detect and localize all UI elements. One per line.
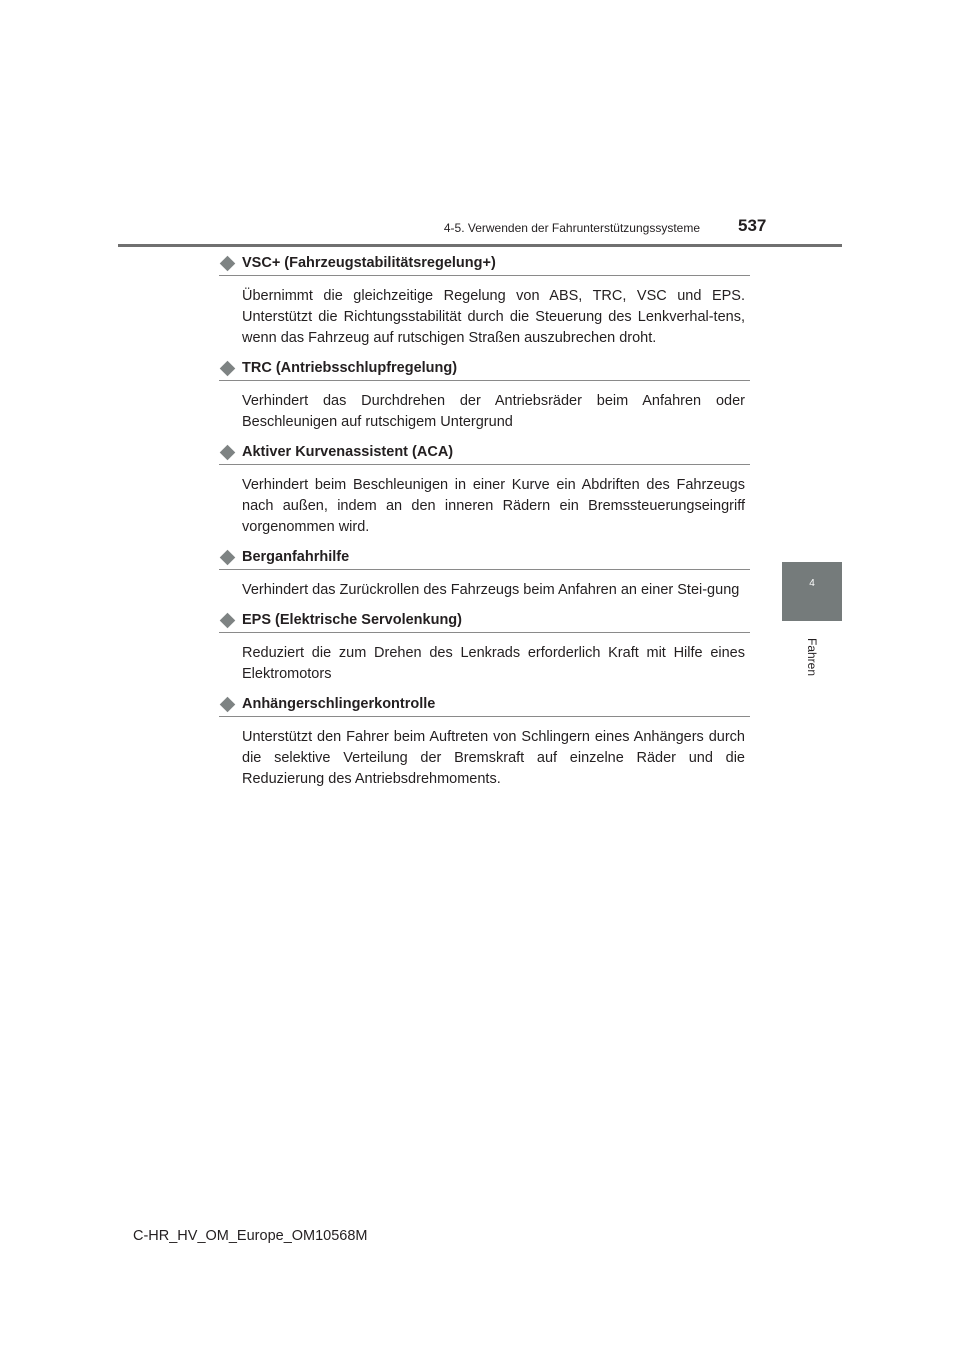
document-id: C-HR_HV_OM_Europe_OM10568M (133, 1228, 368, 1244)
feature-heading-text: VSC+ (Fahrzeugstabilitätsregelung+) (242, 255, 496, 271)
feature-item (219, 253, 750, 349)
feature-heading-text: TRC (Antriebsschlupfregelung) (242, 360, 458, 376)
feature-heading (219, 547, 750, 570)
feature-list (219, 253, 750, 790)
diamond-bullet-icon (220, 612, 236, 628)
feature-heading-text: Berganfahrhilfe (242, 549, 350, 565)
feature-heading (219, 442, 750, 465)
feature-description: Unterstützt den Fahrer beim Auftreten von Schlingern eines Anhängers durch die selektive Verteilung der Bremskraft auf einzelne Räder und die Reduzierung des Antriebsdrehmoments. (242, 729, 745, 787)
diamond-bullet-icon (220, 696, 236, 712)
feature-item (219, 547, 750, 601)
chapter-title: Fahren (805, 637, 819, 677)
feature-item (219, 694, 750, 790)
feature-heading (219, 358, 750, 381)
chapter-tab[interactable] (782, 562, 842, 621)
diamond-bullet-icon (220, 549, 236, 565)
feature-item (219, 610, 750, 685)
page-number: 537 (738, 216, 767, 235)
feature-description: Verhindert das Durchdrehen der Antriebsräder beim Anfahren oder Beschleunigen auf rutschigem Untergrund (242, 393, 745, 430)
feature-heading-text: Aktiver Kurvenassistent (ACA) (242, 444, 454, 460)
feature-heading (219, 694, 750, 717)
feature-heading (219, 610, 750, 633)
feature-heading (219, 253, 750, 276)
chapter-number: 4 (809, 578, 815, 589)
feature-item (219, 358, 750, 433)
feature-heading-text: Anhängerschlingerkontrolle (242, 696, 436, 712)
header-divider (118, 244, 842, 247)
diamond-bullet-icon (220, 360, 236, 376)
feature-description: Verhindert das Zurückrollen des Fahrzeugs beim Anfahren an einer Stei-gung (242, 582, 740, 598)
feature-heading-text: EPS (Elektrische Servolenkung) (242, 612, 462, 628)
feature-description: Übernimmt die gleichzeitige Regelung von ABS, TRC, VSC und EPS. Unterstützt die Richtungsstabilität durch die Steuerung des Lenkverhal-tens, wenn das Fahrzeug auf rutschigen Straßen auszubrechen droht. (242, 288, 745, 346)
feature-description: Verhindert beim Beschleunigen in einer Kurve ein Abdriften des Fahrzeugs nach außen, indem an den inneren Rädern ein Bremssteuerungseingriff vorgenommen wird. (242, 477, 745, 535)
diamond-bullet-icon (220, 444, 236, 460)
feature-description: Reduziert die zum Drehen des Lenkrads erforderlich Kraft mit Hilfe eines Elektromotors (242, 645, 745, 682)
feature-item (219, 442, 750, 538)
section-title: 4-5. Verwenden der Fahrunterstützungssysteme (443, 221, 700, 235)
diamond-bullet-icon (220, 255, 236, 271)
